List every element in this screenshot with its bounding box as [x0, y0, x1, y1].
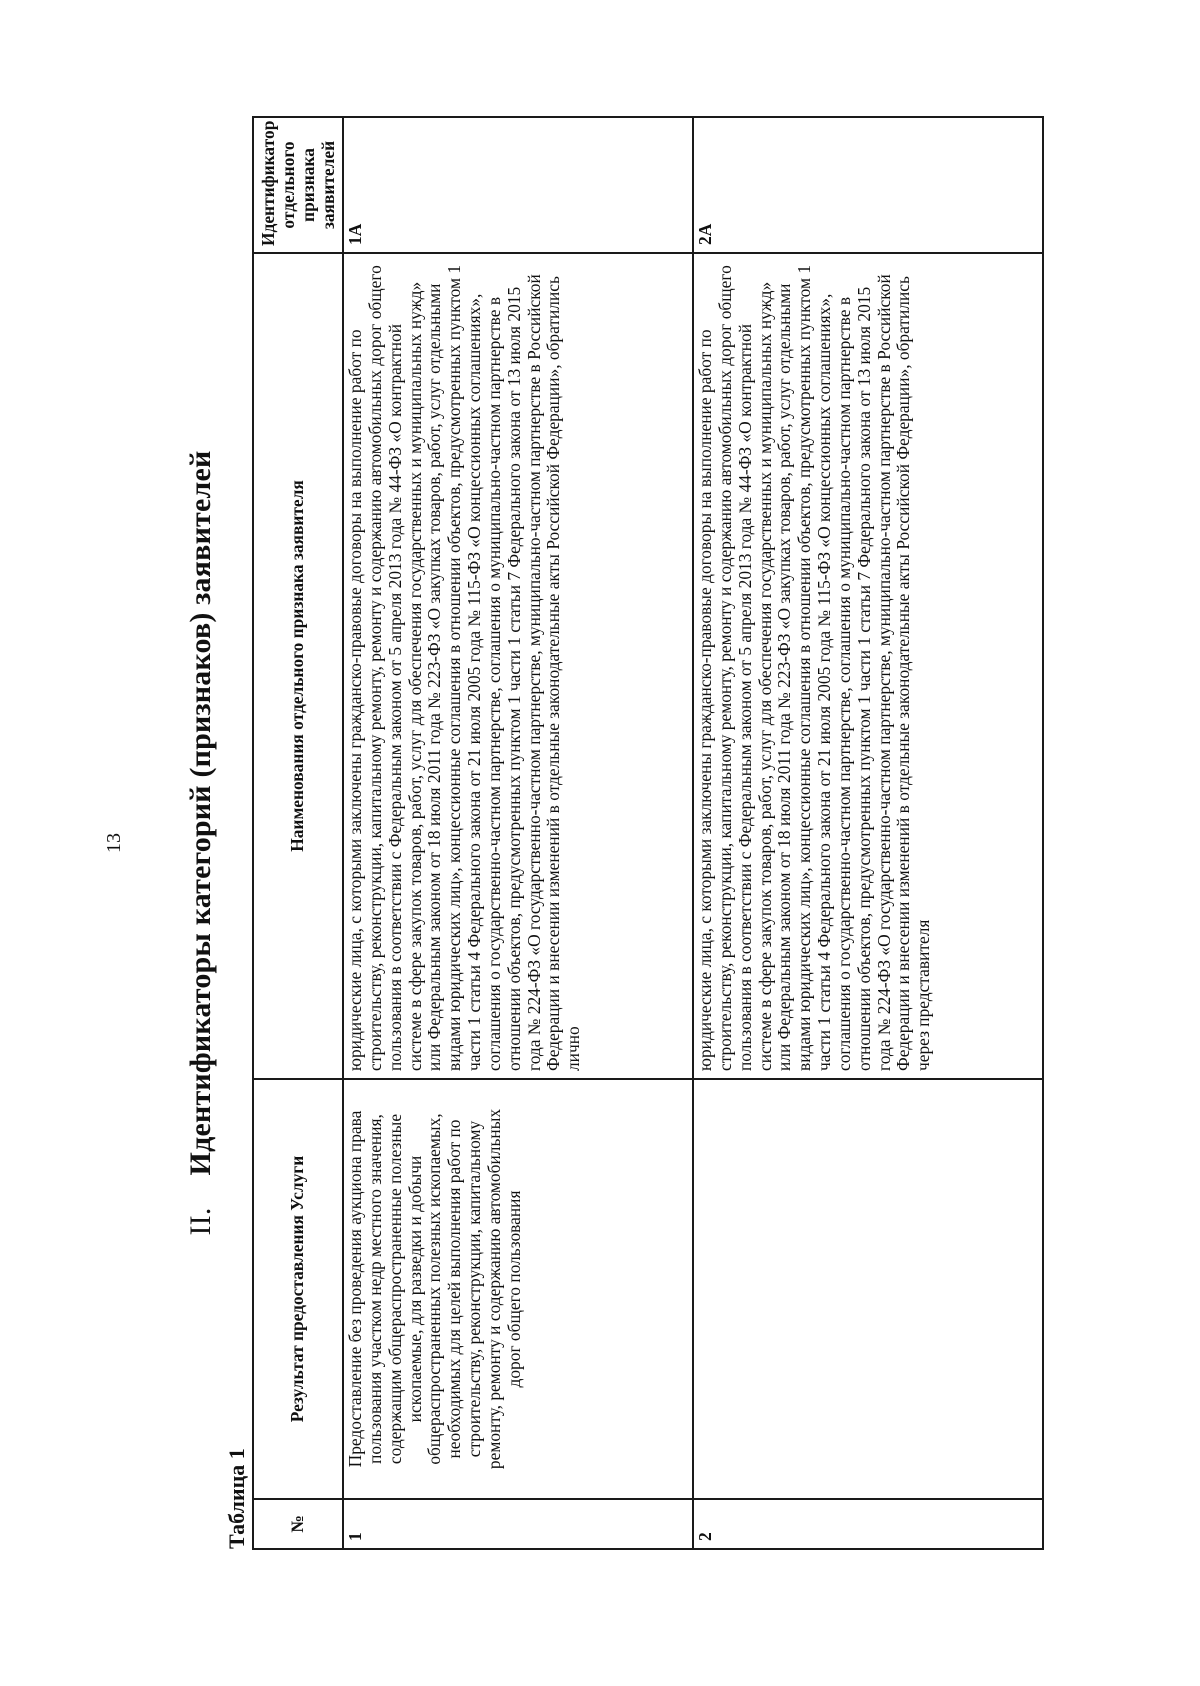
page-number: 13 [103, 833, 125, 853]
table-row [693, 117, 1043, 1549]
table-caption: Таблица 1 [224, 1448, 249, 1549]
row-number: 2 [693, 1499, 1043, 1549]
identifiers-table [252, 116, 1044, 1550]
row-number: 1 [343, 1499, 693, 1549]
section-title [184, 120, 218, 1566]
row-result-empty [693, 1079, 1043, 1499]
section-title-text: Идентификаторы категорий (признаков) заявителей [184, 450, 217, 1176]
section-number: II. [184, 1207, 217, 1236]
table-row [343, 117, 693, 1549]
header-num: № [253, 1499, 343, 1549]
row-identifier: 2А [693, 117, 1043, 253]
table-header-row [253, 117, 343, 1549]
row-identifier: 1А [343, 117, 693, 253]
header-identifier: Идентификатор отдельного признака заявителей [253, 117, 343, 253]
row-result: Предоставление без проведения аукциона права пользования участком недр местного значения, содержащим общераспространенные полезные ископаемые, для разведки и добычи общераспространенных полезных ископаемых, необходимых для целей выполнения работ по строительству, реконструкции, капитальному ремонту, ремонту и содержанию автомобильных дорог общего пользования [343, 1079, 693, 1499]
row-description: юридические лица, с которыми заключены гражданско-правовые договоры на выполнение работ по строительству, реконструкции, капитальному ремонту, ремонту и содержанию автомобильных дорог общего пользования в соответствии с Федеральным законом от 5 апреля 2013 года № 44-ФЗ «О контрактной системе в сфере закупок товаров, работ, услуг для обеспечения государственных и муниципальных нужд» или Федеральным законом от 18 июля 2011 года № 223-ФЗ «О закупках товаров, работ, услуг отдельными видами юридических лиц», концессионные соглашения в отношении объектов, предусмотренных пунктом 1 части 1 статьи 4 Федерального закона от 21 июля 2005 года № 115-ФЗ «О концессионных соглашениях», соглашения о государственно-частном партнерстве, соглашения о муниципально-частном партнерстве в отношении объектов, предусмотренных пунктом 1 части 1 статьи 7 Федерального закона от 13 июля 2015 года № 224-ФЗ «О государственно-частном партнерстве, муниципально-частном партнерстве в Российской Федерации и внесении изменений в отдельные законодательные акты Российской Федерации», обратились через представителя [693, 253, 1043, 1079]
header-result: Результат предоставления Услуги [253, 1079, 343, 1499]
header-name: Наименования отдельного признака заявителя [253, 253, 343, 1079]
row-description: юридические лица, с которыми заключены гражданско-правовые договоры на выполнение работ по строительству, реконструкции, капитальному ремонту, ремонту и содержанию автомобильных дорог общего пользования в соответствии с Федеральным законом от 5 апреля 2013 года № 44-ФЗ «О контрактной системе в сфере закупок товаров, работ, услуг для обеспечения государственных и муниципальных нужд» или Федеральным законом от 18 июля 2011 года № 223-ФЗ «О закупках товаров, работ, услуг отдельными видами юридических лиц», концессионные соглашения в отношении объектов, предусмотренных пунктом 1 части 1 статьи 4 Федерального закона от 21 июля 2005 года № 115-ФЗ «О концессионных соглашениях», соглашения о государственно-частном партнерстве, соглашения о муниципально-частном партнерстве в отношении объектов, предусмотренных пунктом 1 части 1 статьи 7 Федерального закона от 13 июля 2015 года № 224-ФЗ «О государственно-частном партнерстве, муниципально-частном партнерстве в Российской Федерации и внесении изменений в отдельные законодательные акты Российской Федерации», обратились лично [343, 253, 693, 1079]
